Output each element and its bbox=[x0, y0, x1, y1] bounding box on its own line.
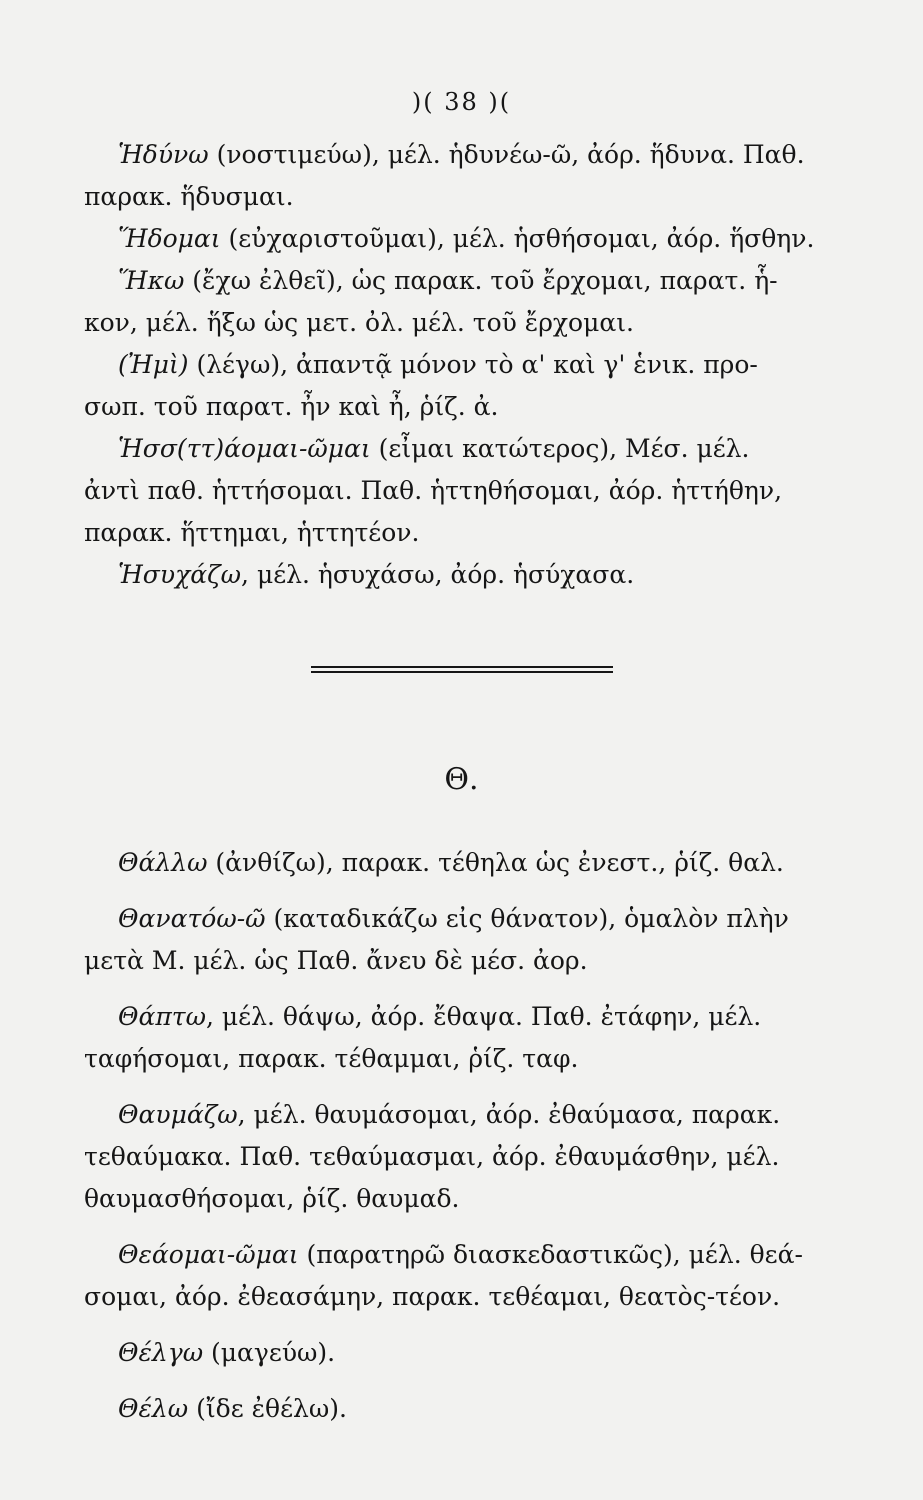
entry-text: μετὰ Μ. μέλ. ὡς Παθ. ἄνευ δὲ μέσ. ἀορ. bbox=[84, 946, 588, 975]
entry-first-line bbox=[84, 554, 826, 596]
entry-headword: Ἥκω bbox=[118, 266, 185, 295]
entry-first-line bbox=[84, 134, 826, 176]
entry-first-line bbox=[84, 344, 826, 386]
entry-text: (καταδικάζω εἰς θάνατον), ὁμαλὸν πλὴν bbox=[265, 904, 789, 933]
entry-headword: Θανατόω-ῶ bbox=[118, 904, 266, 933]
entry-headword: (Ἠμὶ) bbox=[118, 350, 189, 379]
entry-first-line bbox=[84, 1094, 826, 1136]
entry-headword: Θάπτω bbox=[118, 1002, 207, 1031]
entry-headword: Θάλλω bbox=[118, 848, 208, 877]
entry-first-line bbox=[84, 996, 826, 1038]
entry-text: παρακ. ἥδυσμαι. bbox=[84, 182, 294, 211]
entry-continuation-line bbox=[84, 512, 826, 554]
entry-first-line bbox=[84, 260, 826, 302]
entry-continuation-line bbox=[84, 1038, 826, 1080]
entry-text: , μέλ. θάψω, ἀόρ. ἔθαψα. Παθ. ἐτάφην, μέλ. bbox=[206, 1002, 762, 1031]
entry-text: ταφήσομαι, παρακ. τέθαμμαι, ῥίζ. ταφ. bbox=[84, 1044, 579, 1073]
entry-continuation-line bbox=[84, 302, 826, 344]
entries-eta bbox=[84, 134, 826, 596]
entry-text: (ἔχω ἐλθεῖ), ὡς παρακ. τοῦ ἔρχομαι, παρατ. ἧ- bbox=[184, 266, 778, 295]
entry-text: θαυμασθήσομαι, ῥίζ. θαυμαδ. bbox=[84, 1184, 460, 1213]
entry-gap bbox=[84, 1080, 826, 1094]
entry-text: (εἶμαι κατώτερος), Μέσ. μέλ. bbox=[370, 434, 750, 463]
entry-first-line bbox=[84, 898, 826, 940]
entry-text: (ἴδε ἐθέλω). bbox=[188, 1394, 347, 1423]
entry-headword: Θεάομαι-ῶμαι bbox=[118, 1240, 299, 1269]
entry-continuation-line bbox=[84, 940, 826, 982]
entry-gap bbox=[84, 1318, 826, 1332]
entry-headword: Ἡσυχάζω bbox=[118, 560, 242, 589]
entry-text: (νοστιμεύω), μέλ. ἡδυνέω-ῶ, ἀόρ. ἥδυνα. Παθ. bbox=[208, 140, 805, 169]
section-letter: Θ. bbox=[444, 762, 479, 797]
divider-rule bbox=[311, 666, 613, 668]
entries-theta bbox=[84, 842, 826, 1430]
entry-headword: Ἡσσ(ττ)άομαι-ῶμαι bbox=[118, 434, 371, 463]
entry-gap bbox=[84, 884, 826, 898]
entry-gap bbox=[84, 1374, 826, 1388]
entry-text: ἀντὶ παθ. ἡττήσομαι. Παθ. ἡττηθήσομαι, ἀόρ. ἡττήθην, bbox=[84, 476, 783, 505]
entry-text: σωπ. τοῦ παρατ. ἦν καὶ ἦ, ῥίζ. ἀ. bbox=[84, 392, 499, 421]
entry-text: , μέλ. ἡσυχάσω, ἀόρ. ἡσύχασα. bbox=[241, 560, 635, 589]
entry-text: (παρατηρῶ διασκεδαστικῶς), μέλ. θεά- bbox=[298, 1240, 803, 1269]
entry-headword: Ἥδομαι bbox=[118, 224, 221, 253]
entry-continuation-line bbox=[84, 470, 826, 512]
entry-text: (εὐχαριστοῦμαι), μέλ. ἡσθήσομαι, ἀόρ. ἥσθην. bbox=[220, 224, 815, 253]
entry-continuation-line bbox=[84, 1276, 826, 1318]
entry-headword: Θαυμάζω bbox=[118, 1100, 238, 1129]
entry-text: σομαι, ἀόρ. ἐθεασάμην, παρακ. τεθέαμαι, θεατὸς-τέον. bbox=[84, 1282, 781, 1311]
entry-first-line bbox=[84, 842, 826, 884]
entry-continuation-line bbox=[84, 1136, 826, 1178]
entry-text: κον, μέλ. ἥξω ὡς μετ. ὀλ. μέλ. τοῦ ἔρχομαι. bbox=[84, 308, 634, 337]
page-number: )( 38 )( bbox=[411, 88, 512, 116]
entry-continuation-line bbox=[84, 1178, 826, 1220]
entry-text: , μέλ. θαυμάσομαι, ἀόρ. ἐθαύμασα, παρακ. bbox=[237, 1100, 781, 1129]
entry-text: παρακ. ἥττημαι, ἡττητέον. bbox=[84, 518, 420, 547]
entry-continuation-line bbox=[84, 176, 826, 218]
section-divider bbox=[311, 666, 613, 676]
entry-headword: Θέλγω bbox=[118, 1338, 204, 1367]
entry-text: (λέγω), ἀπαντᾷ μόνον τὸ α' καὶ γ' ἑνικ. προ- bbox=[188, 350, 758, 379]
entry-headword: Θέλω bbox=[118, 1394, 189, 1423]
entry-text: (ἀνθίζω), παρακ. τέθηλα ὡς ἐνεστ., ῥίζ. θαλ. bbox=[207, 848, 784, 877]
entry-text: (μαγεύω). bbox=[203, 1338, 336, 1367]
entry-first-line bbox=[84, 428, 826, 470]
entry-headword: Ἡδύνω bbox=[118, 140, 209, 169]
entry-gap bbox=[84, 982, 826, 996]
entry-continuation-line bbox=[84, 386, 826, 428]
entry-first-line bbox=[84, 1234, 826, 1276]
entry-text: τεθαύμακα. Παθ. τεθαύμασμαι, ἀόρ. ἐθαυμάσθην, μέλ. bbox=[84, 1142, 780, 1171]
entry-first-line bbox=[84, 218, 826, 260]
entry-gap bbox=[84, 1220, 826, 1234]
entry-first-line bbox=[84, 1388, 826, 1430]
divider-rule bbox=[311, 671, 613, 673]
entry-first-line bbox=[84, 1332, 826, 1374]
